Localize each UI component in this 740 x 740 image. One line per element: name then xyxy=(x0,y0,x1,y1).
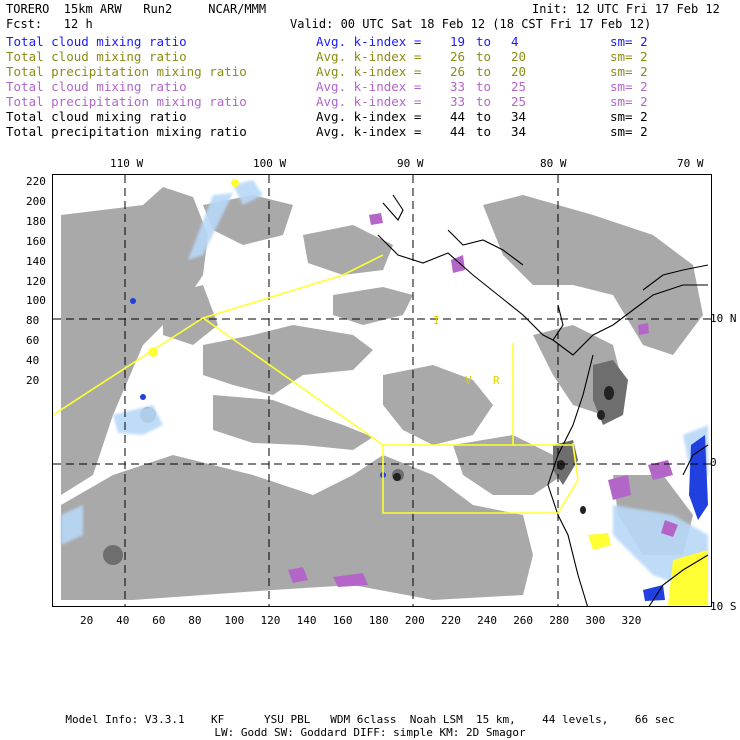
legend-k-end: 4 xyxy=(511,34,519,49)
latitude-label: 10 N xyxy=(710,312,737,325)
legend-row xyxy=(6,49,726,64)
x-tick-label: 320 xyxy=(621,614,642,627)
legend-smoothing: sm= 2 xyxy=(610,79,648,94)
legend-smoothing: sm= 2 xyxy=(610,49,648,64)
x-tick-label: 80 xyxy=(188,614,202,627)
x-tick-label: 40 xyxy=(116,614,130,627)
legend-smoothing: sm= 2 xyxy=(610,124,648,139)
legend-k-end: 20 xyxy=(511,49,527,64)
longitude-label: 80 W xyxy=(540,157,567,170)
region-label-1: I xyxy=(433,314,440,327)
legend-k-start: 44 xyxy=(450,109,466,124)
legend-avg-label: Avg. k-index = xyxy=(316,109,422,124)
model-title: TORERO 15km ARW Run2 NCAR/MMM xyxy=(6,2,267,16)
x-tick-label: 20 xyxy=(80,614,94,627)
legend-field: Total precipitation mixing ratio xyxy=(6,64,247,79)
legend-avg-label: Avg. k-index = xyxy=(316,124,422,139)
x-tick-label: 240 xyxy=(477,614,497,627)
x-tick-label: 120 xyxy=(260,614,281,627)
legend-field: Total precipitation mixing ratio xyxy=(6,124,247,139)
init-time: Init: 12 UTC Fri 17 Feb 12 xyxy=(532,2,720,16)
legend-to: to xyxy=(476,124,492,139)
y-tick-label: 60 xyxy=(26,334,40,348)
model-info-line-1: Model Info: V3.3.1 KF YSU PBL WDM 6class Noah LSM 15 km, 44 levels, 66 sec xyxy=(65,713,675,726)
legend-smoothing: sm= 2 xyxy=(610,109,648,124)
legend-row xyxy=(6,94,726,109)
y-tick-label: 220 xyxy=(26,175,46,188)
longitude-label: 100 W xyxy=(253,157,287,170)
legend-to: to xyxy=(476,79,492,94)
legend-k-start: 33 xyxy=(450,79,466,94)
legend-field: Total cloud mixing ratio xyxy=(6,49,187,64)
legend-k-start: 33 xyxy=(450,94,466,109)
legend-row xyxy=(6,109,726,124)
x-tick-label: 280 xyxy=(549,614,570,627)
x-tick-label: 180 xyxy=(368,614,389,627)
longitude-label: 110 W xyxy=(110,157,144,170)
region-label-2: V xyxy=(465,374,472,387)
x-tick-label: 160 xyxy=(332,614,353,627)
model-info-line-2: LW: Godd SW: Goddard DIFF: simple KM: 2D Smagor xyxy=(214,726,526,739)
legend-field: Total cloud mixing ratio xyxy=(6,34,187,49)
map-frame xyxy=(52,174,712,607)
legend-avg-label: Avg. k-index = xyxy=(316,49,422,64)
latitude-label: 10 S xyxy=(710,600,737,613)
legend-avg-label: Avg. k-index = xyxy=(316,94,422,109)
map-canvas xyxy=(53,175,712,607)
legend-k-end: 25 xyxy=(511,94,527,109)
y-tick-label: 200 xyxy=(26,194,46,208)
legend-smoothing: sm= 2 xyxy=(610,34,648,49)
legend-to: to xyxy=(476,34,492,49)
legend-to: to xyxy=(476,64,492,79)
legend-row xyxy=(6,34,726,49)
legend-k-end: 34 xyxy=(511,109,527,124)
valid-time: Valid: 00 UTC Sat 18 Feb 12 (18 CST Fri 17 Feb 12) xyxy=(290,17,652,31)
legend-field: Total precipitation mixing ratio xyxy=(6,94,247,109)
y-tick-label: 100 xyxy=(26,294,46,308)
legend-k-end: 20 xyxy=(511,64,527,79)
y-tick-label: 160 xyxy=(26,234,46,248)
legend-smoothing: sm= 2 xyxy=(610,64,648,79)
legend-to: to xyxy=(476,109,492,124)
legend-field: Total cloud mixing ratio xyxy=(6,109,187,124)
legend-avg-label: Avg. k-index = xyxy=(316,34,422,49)
legend-to: to xyxy=(476,49,492,64)
x-tick-label: 60 xyxy=(152,614,166,627)
y-tick-label: 80 xyxy=(26,314,40,328)
y-tick-label: 180 xyxy=(26,214,46,228)
y-tick-label: 140 xyxy=(26,254,46,268)
legend-avg-label: Avg. k-index = xyxy=(316,79,422,94)
longitude-label: 70 W xyxy=(677,157,704,170)
legend-smoothing: sm= 2 xyxy=(610,94,648,109)
x-tick-label: 140 xyxy=(296,614,317,627)
legend-k-end: 25 xyxy=(511,79,527,94)
y-tick-label: 20 xyxy=(26,374,40,387)
x-tick-label: 300 xyxy=(585,614,606,627)
x-tick-label: 200 xyxy=(404,614,425,627)
legend-k-start: 26 xyxy=(450,64,466,79)
region-label-3: R xyxy=(493,374,500,387)
legend-field: Total cloud mixing ratio xyxy=(6,79,187,94)
y-tick-label: 40 xyxy=(26,354,40,368)
legend-k-start: 44 xyxy=(450,124,466,139)
y-tick-label: 120 xyxy=(26,274,46,288)
x-tick-label: 220 xyxy=(441,614,461,627)
longitude-label: 90 W xyxy=(397,157,424,170)
latitude-label: 0 xyxy=(710,456,717,469)
legend-row xyxy=(6,64,726,79)
x-tick-label: 260 xyxy=(513,614,534,627)
x-tick-label: 100 xyxy=(224,614,245,627)
forecast-hour: Fcst: 12 h xyxy=(6,17,93,31)
legend-k-start: 26 xyxy=(450,49,466,64)
legend-avg-label: Avg. k-index = xyxy=(316,64,422,79)
legend-to: to xyxy=(476,94,492,109)
legend-k-start: 19 xyxy=(450,34,466,49)
legend-row xyxy=(6,79,726,94)
legend-k-end: 34 xyxy=(511,124,527,139)
legend-row xyxy=(6,124,726,139)
